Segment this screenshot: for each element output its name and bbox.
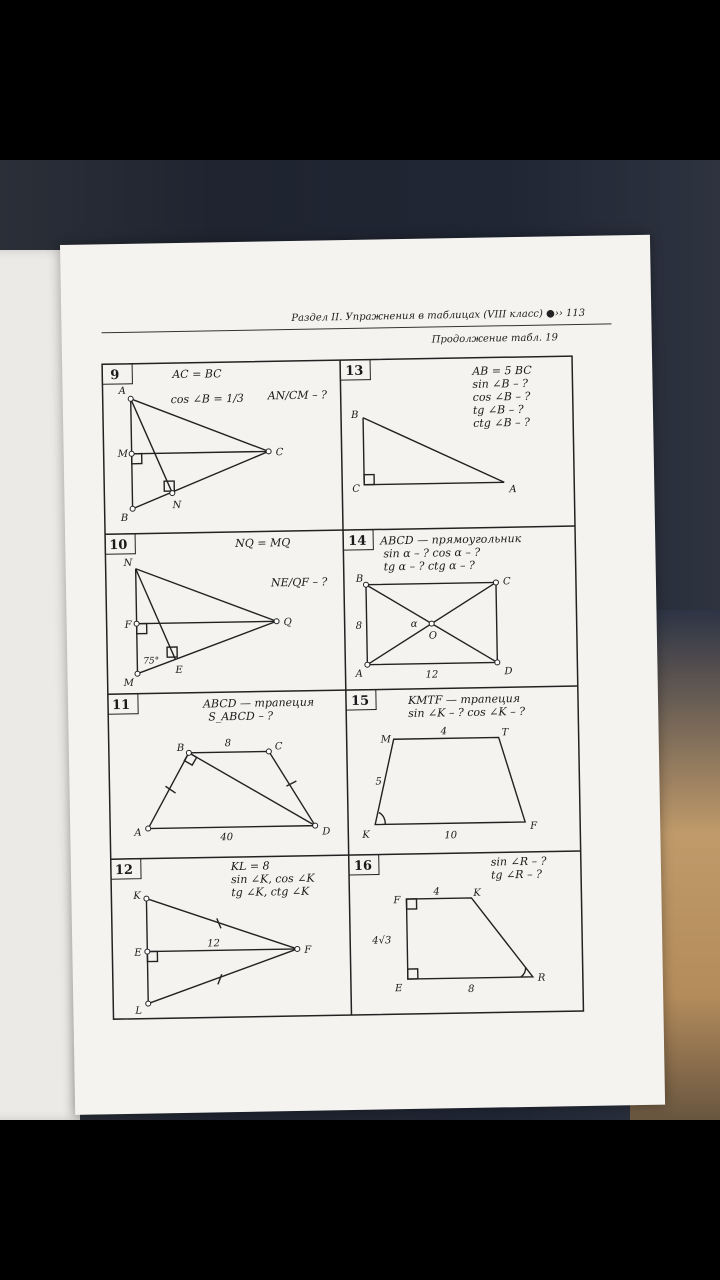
cell-14-point-A: A bbox=[355, 668, 363, 680]
cell-15-side: 5 bbox=[375, 776, 382, 788]
cell-11-number: 11 bbox=[111, 697, 131, 714]
cell-12-q2: tg ∠K, ctg ∠K bbox=[231, 884, 310, 900]
cell-numbers bbox=[102, 360, 379, 880]
cell-16-figure bbox=[406, 897, 532, 979]
cell-9-point-N: N bbox=[172, 499, 182, 512]
cell-9-number: 9 bbox=[110, 367, 120, 384]
cell-16-number: 16 bbox=[353, 858, 373, 874]
cell-13-point-C: C bbox=[352, 483, 361, 495]
cell-10-point-Q: Q bbox=[283, 617, 292, 629]
cell-15-figure bbox=[374, 737, 525, 825]
cell-16-point-R: R bbox=[537, 972, 546, 984]
cell-12-number: 12 bbox=[114, 862, 134, 879]
cell-16-point-F: F bbox=[393, 895, 401, 907]
cell-10-number: 10 bbox=[109, 537, 128, 554]
cell-10-point-M: M bbox=[123, 677, 135, 689]
cell-10-question: NE/QF – ? bbox=[270, 575, 328, 590]
cell-14-point-O: O bbox=[428, 630, 438, 642]
cell-10-point-E: E bbox=[175, 664, 183, 677]
cell-16-height: 4√3 bbox=[372, 935, 392, 947]
cell-13-given: AB = 5 BC bbox=[472, 363, 532, 378]
cell-10-given: NQ = MQ bbox=[235, 536, 291, 550]
cell-12-point-L: L bbox=[135, 1005, 143, 1017]
cell-12-point-F: F bbox=[304, 944, 312, 956]
photo-background bbox=[0, 160, 720, 1120]
cell-9-given-2: cos ∠B = 1/3 bbox=[170, 391, 244, 407]
cell-15-point-T: T bbox=[501, 727, 509, 739]
cell-16-point-K: K bbox=[473, 887, 481, 899]
cell-16-q1: sin ∠R – ? bbox=[490, 854, 547, 869]
cell-11-given: ABCD — трапеция bbox=[202, 695, 315, 711]
cell-13-q4: ctg ∠B – ? bbox=[473, 415, 531, 430]
cell-11-point-D: D bbox=[322, 826, 331, 838]
cell-16-bottom-base: 8 bbox=[467, 983, 475, 995]
cell-15-point-F: F bbox=[530, 820, 538, 832]
cell-9-given-1: AC = BC bbox=[172, 367, 222, 382]
cell-14-q2: tg α – ? ctg α – ? bbox=[383, 558, 475, 574]
cell-15-question: sin ∠K – ? cos ∠K – ? bbox=[408, 704, 526, 720]
cell-14-given: ABCD — прямоугольник bbox=[380, 531, 522, 548]
cell-13-q1: sin ∠B – ? bbox=[472, 376, 529, 391]
running-title: Раздел II. Упражнения в таблицах (VIII класс) ●›› 113 bbox=[291, 307, 586, 324]
cell-10-angle: 75° bbox=[143, 656, 160, 667]
cell-12-q1: sin ∠K, cos ∠K bbox=[230, 871, 315, 887]
cell-12-given: KL = 8 bbox=[230, 859, 270, 874]
cell-11-bottom-base: 40 bbox=[220, 832, 234, 844]
cell-15-point-K: K bbox=[362, 829, 370, 841]
cell-12-median: 12 bbox=[207, 938, 221, 950]
cell-14-number: 14 bbox=[348, 533, 367, 550]
cell-14-alpha: α bbox=[410, 618, 418, 630]
cell-13-number: 13 bbox=[345, 363, 364, 380]
cell-15-bottom-base: 10 bbox=[444, 830, 458, 842]
table-grid bbox=[102, 356, 583, 1019]
cell-15-given: KMTF — трапеция bbox=[407, 692, 521, 707]
cell-11-figure bbox=[147, 751, 315, 829]
cell-16-top-base: 4 bbox=[433, 886, 440, 898]
cell-9-figure bbox=[131, 396, 270, 508]
cell-13-point-B: B bbox=[350, 409, 359, 421]
cell-14-point-B: B bbox=[355, 573, 364, 585]
cell-15-number: 15 bbox=[350, 693, 370, 709]
exercise-table bbox=[60, 235, 665, 1115]
cell-12-figure bbox=[146, 896, 298, 1004]
cell-11-point-C: C bbox=[274, 741, 283, 753]
cell-12-point-E: E bbox=[134, 947, 142, 959]
cell-9-point-M: M bbox=[117, 448, 129, 461]
cell-13-q3: tg ∠B – ? bbox=[472, 402, 524, 417]
cell-13-q2: cos ∠B – ? bbox=[472, 389, 531, 404]
cell-16-q2: tg ∠R – ? bbox=[490, 867, 543, 882]
cell-14-side-8: 8 bbox=[355, 620, 363, 632]
textbook-page bbox=[60, 235, 665, 1115]
cell-10-point-F: F bbox=[124, 619, 132, 631]
cell-14-side-12: 12 bbox=[425, 669, 439, 681]
cell-11-point-A: A bbox=[134, 827, 142, 839]
cell-11-question: S_ABCD – ? bbox=[208, 709, 274, 724]
cell-9-question: AN/CM – ? bbox=[267, 388, 328, 403]
cell-9-point-A: A bbox=[118, 385, 126, 397]
cell-9-point-C: C bbox=[275, 447, 284, 459]
cell-12-point-K: K bbox=[133, 890, 141, 902]
cell-11-point-B: B bbox=[176, 742, 185, 755]
cell-14-point-D: D bbox=[504, 666, 513, 678]
cell-14-q1: sin α – ? cos α – ? bbox=[383, 545, 481, 561]
cell-15-top-base: 4 bbox=[440, 726, 448, 738]
cell-10-point-N: N bbox=[123, 557, 133, 569]
cell-9-point-B: B bbox=[120, 512, 129, 524]
cell-15-point-M: M bbox=[380, 734, 392, 746]
cell-11-top-base: 8 bbox=[224, 738, 232, 750]
cell-16-point-E: E bbox=[394, 983, 403, 995]
table-continuation: Продолжение табл. 19 bbox=[431, 332, 559, 346]
cell-14-point-C: C bbox=[502, 576, 511, 588]
cell-13-point-A: A bbox=[509, 484, 517, 496]
